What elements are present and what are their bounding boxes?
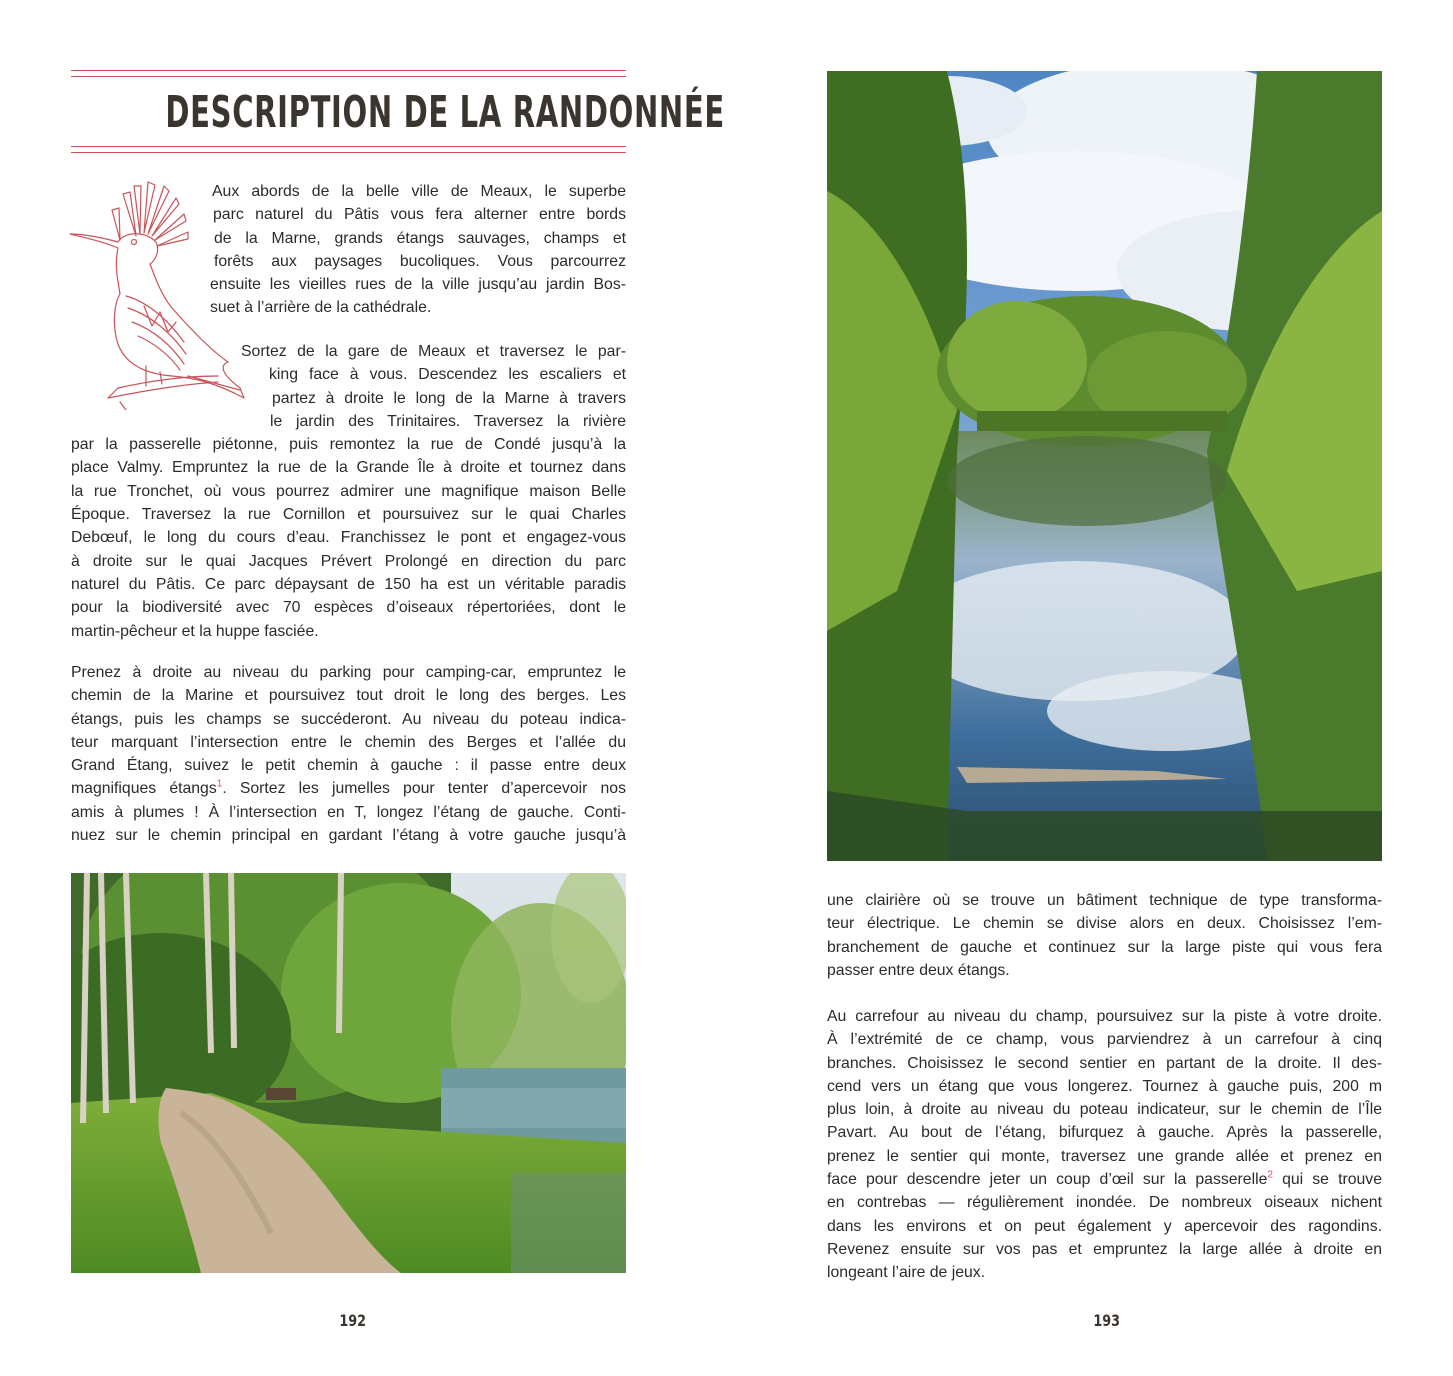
route-paragraph-1	[71, 340, 626, 643]
text-line: Époque. Traversez la rue Cornillon et poursuivez sur le quai Charles	[71, 506, 626, 524]
text-line: suet à l’arrière de la cathédrale.	[210, 299, 432, 317]
forest-path-photo	[71, 873, 626, 1273]
footnote-marker-2[interactable]: 2	[1267, 1169, 1273, 1181]
text-line: martin-pêcheur et la huppe fasciée.	[71, 622, 319, 640]
text-line: passer entre deux étangs.	[827, 961, 1010, 979]
text-line: de la Marne, grands étangs sauvages, champs et	[214, 229, 626, 247]
text-fragment: magnifiques étangs	[71, 780, 217, 798]
text-line: une clairière où se trouve un bâtiment technique de type transforma-	[827, 892, 1382, 909]
text-line: branchement de gauche et continuez sur la large piste qui vous fera	[827, 938, 1382, 956]
text-line: Au carrefour au niveau du champ, poursuivez sur la piste à votre droite.	[827, 1008, 1382, 1025]
text-line: le jardin des Trinitaires. Traversez la rivière	[270, 412, 626, 430]
text-line: à droite sur le quai Jacques Prévert Prolongé en direction du parc	[71, 552, 626, 570]
text-line: par la passerelle piétonne, puis remontez la rue de Condé jusqu’à la	[71, 436, 626, 454]
text-line: chemin de la Marine et poursuivez tout droit le long des berges. Les	[71, 687, 626, 705]
text-line: naturel du Pâtis. Ce parc dépaysant de 150 ha est un véritable paradis	[71, 575, 626, 593]
text-line: À l’extrémité de ce champ, vous parviendrez à un carrefour à cinq	[827, 1031, 1382, 1049]
text-line: partez à droite le long de la Marne à travers	[272, 389, 626, 407]
title-rule-top	[71, 70, 626, 77]
text-line: ensuite les vieilles rues de la ville jusqu’au jardin Bos-	[210, 276, 626, 294]
text-line: dans les environs et on peut également y apercevoir des ragondins.	[827, 1217, 1382, 1235]
route-paragraph-4	[827, 1005, 1382, 1285]
text-line: amis à plumes ! À l’intersection en T, longez l’étang de gauche. Conti-	[71, 803, 626, 821]
text-line: la rue Tronchet, où vous pourrez admirer une magnifique maison Belle	[71, 482, 626, 500]
text-fragment: . Sortez les jumelles pour tenter d’apercevoir nos	[222, 780, 626, 798]
text-line: étangs, puis les champs se succéderont. Au niveau du poteau indica-	[71, 710, 626, 728]
title-rule-bottom	[71, 146, 626, 153]
text-line: place Valmy. Empruntez la rue de la Grande Île à droite et tournez dans	[71, 459, 626, 477]
text-line: teur marquant l’intersection entre le chemin des Berges et l’allée du	[71, 733, 626, 751]
intro-paragraph	[71, 180, 626, 320]
text-line: parc naturel du Pâtis vous fera alterner entre bords	[213, 206, 626, 224]
pond-reflection-photo	[827, 71, 1382, 861]
right-page	[726, 0, 1453, 1376]
text-line: nuez sur le chemin principal en gardant l’étang à votre gauche jusqu’à	[71, 827, 626, 845]
text-line: Debœuf, le long du cours d’eau. Franchissez le pont et engagez-vous	[71, 529, 626, 547]
route-paragraph-2	[71, 661, 626, 847]
footnote-marker-1[interactable]: 1	[216, 779, 223, 791]
page-title: DESCRIPTION DE LA RANDONNÉE	[165, 87, 725, 138]
text-line: Pavart. Au bout de l’étang, bifurquez à gauche. Après la passerelle,	[827, 1124, 1382, 1142]
text-line: en contrebas — régulièrement inondée. De nombreux oiseaux nichent	[827, 1194, 1382, 1212]
route-paragraph-3	[827, 889, 1382, 982]
text-line: king face à vous. Descendez les escaliers et	[269, 366, 626, 384]
text-line: longeant l’aire de jeux.	[827, 1264, 986, 1282]
text-fragment: face pour descendre jeter un coup d’œil sur la passerelle	[827, 1171, 1268, 1189]
text-line	[71, 777, 626, 800]
text-fragment: qui se trouve	[1272, 1171, 1382, 1189]
text-line: branches. Choisissez le second sentier en partant de la droite. Il des-	[827, 1054, 1382, 1072]
text-line: forêts aux paysages bucoliques. Vous parcourrez	[214, 252, 626, 270]
text-line: pour la biodiversité avec 70 espèces d’oiseaux répertoriées, dont le	[71, 599, 626, 617]
text-line: Aux abords de la belle ville de Meaux, le superbe	[212, 183, 626, 200]
page-number-left: 192	[339, 1311, 367, 1330]
text-line: Grand Étang, suivez le petit chemin à gauche : il passe entre deux	[71, 757, 626, 775]
page-number-right: 193	[1093, 1311, 1121, 1330]
text-line: Revenez ensuite sur vos pas et empruntez la large allée à droite en	[827, 1240, 1382, 1258]
text-line: cend vers un étang que vous longerez. Tournez à gauche puis, 200 m	[827, 1077, 1382, 1095]
text-line: plus loin, à droite au niveau du poteau indicateur, sur le chemin de l’Île	[827, 1101, 1382, 1119]
left-page	[0, 0, 726, 1376]
text-line: prenez le sentier qui monte, traversez une grande allée et prenez en	[827, 1147, 1382, 1165]
text-line	[827, 1168, 1382, 1191]
text-line: Prenez à droite au niveau du parking pour camping-car, empruntez le	[71, 664, 626, 681]
text-line: Sortez de la gare de Meaux et traversez le par-	[241, 343, 626, 360]
text-line: teur électrique. Le chemin se divise alors en deux. Choisissez l’em-	[827, 915, 1382, 933]
